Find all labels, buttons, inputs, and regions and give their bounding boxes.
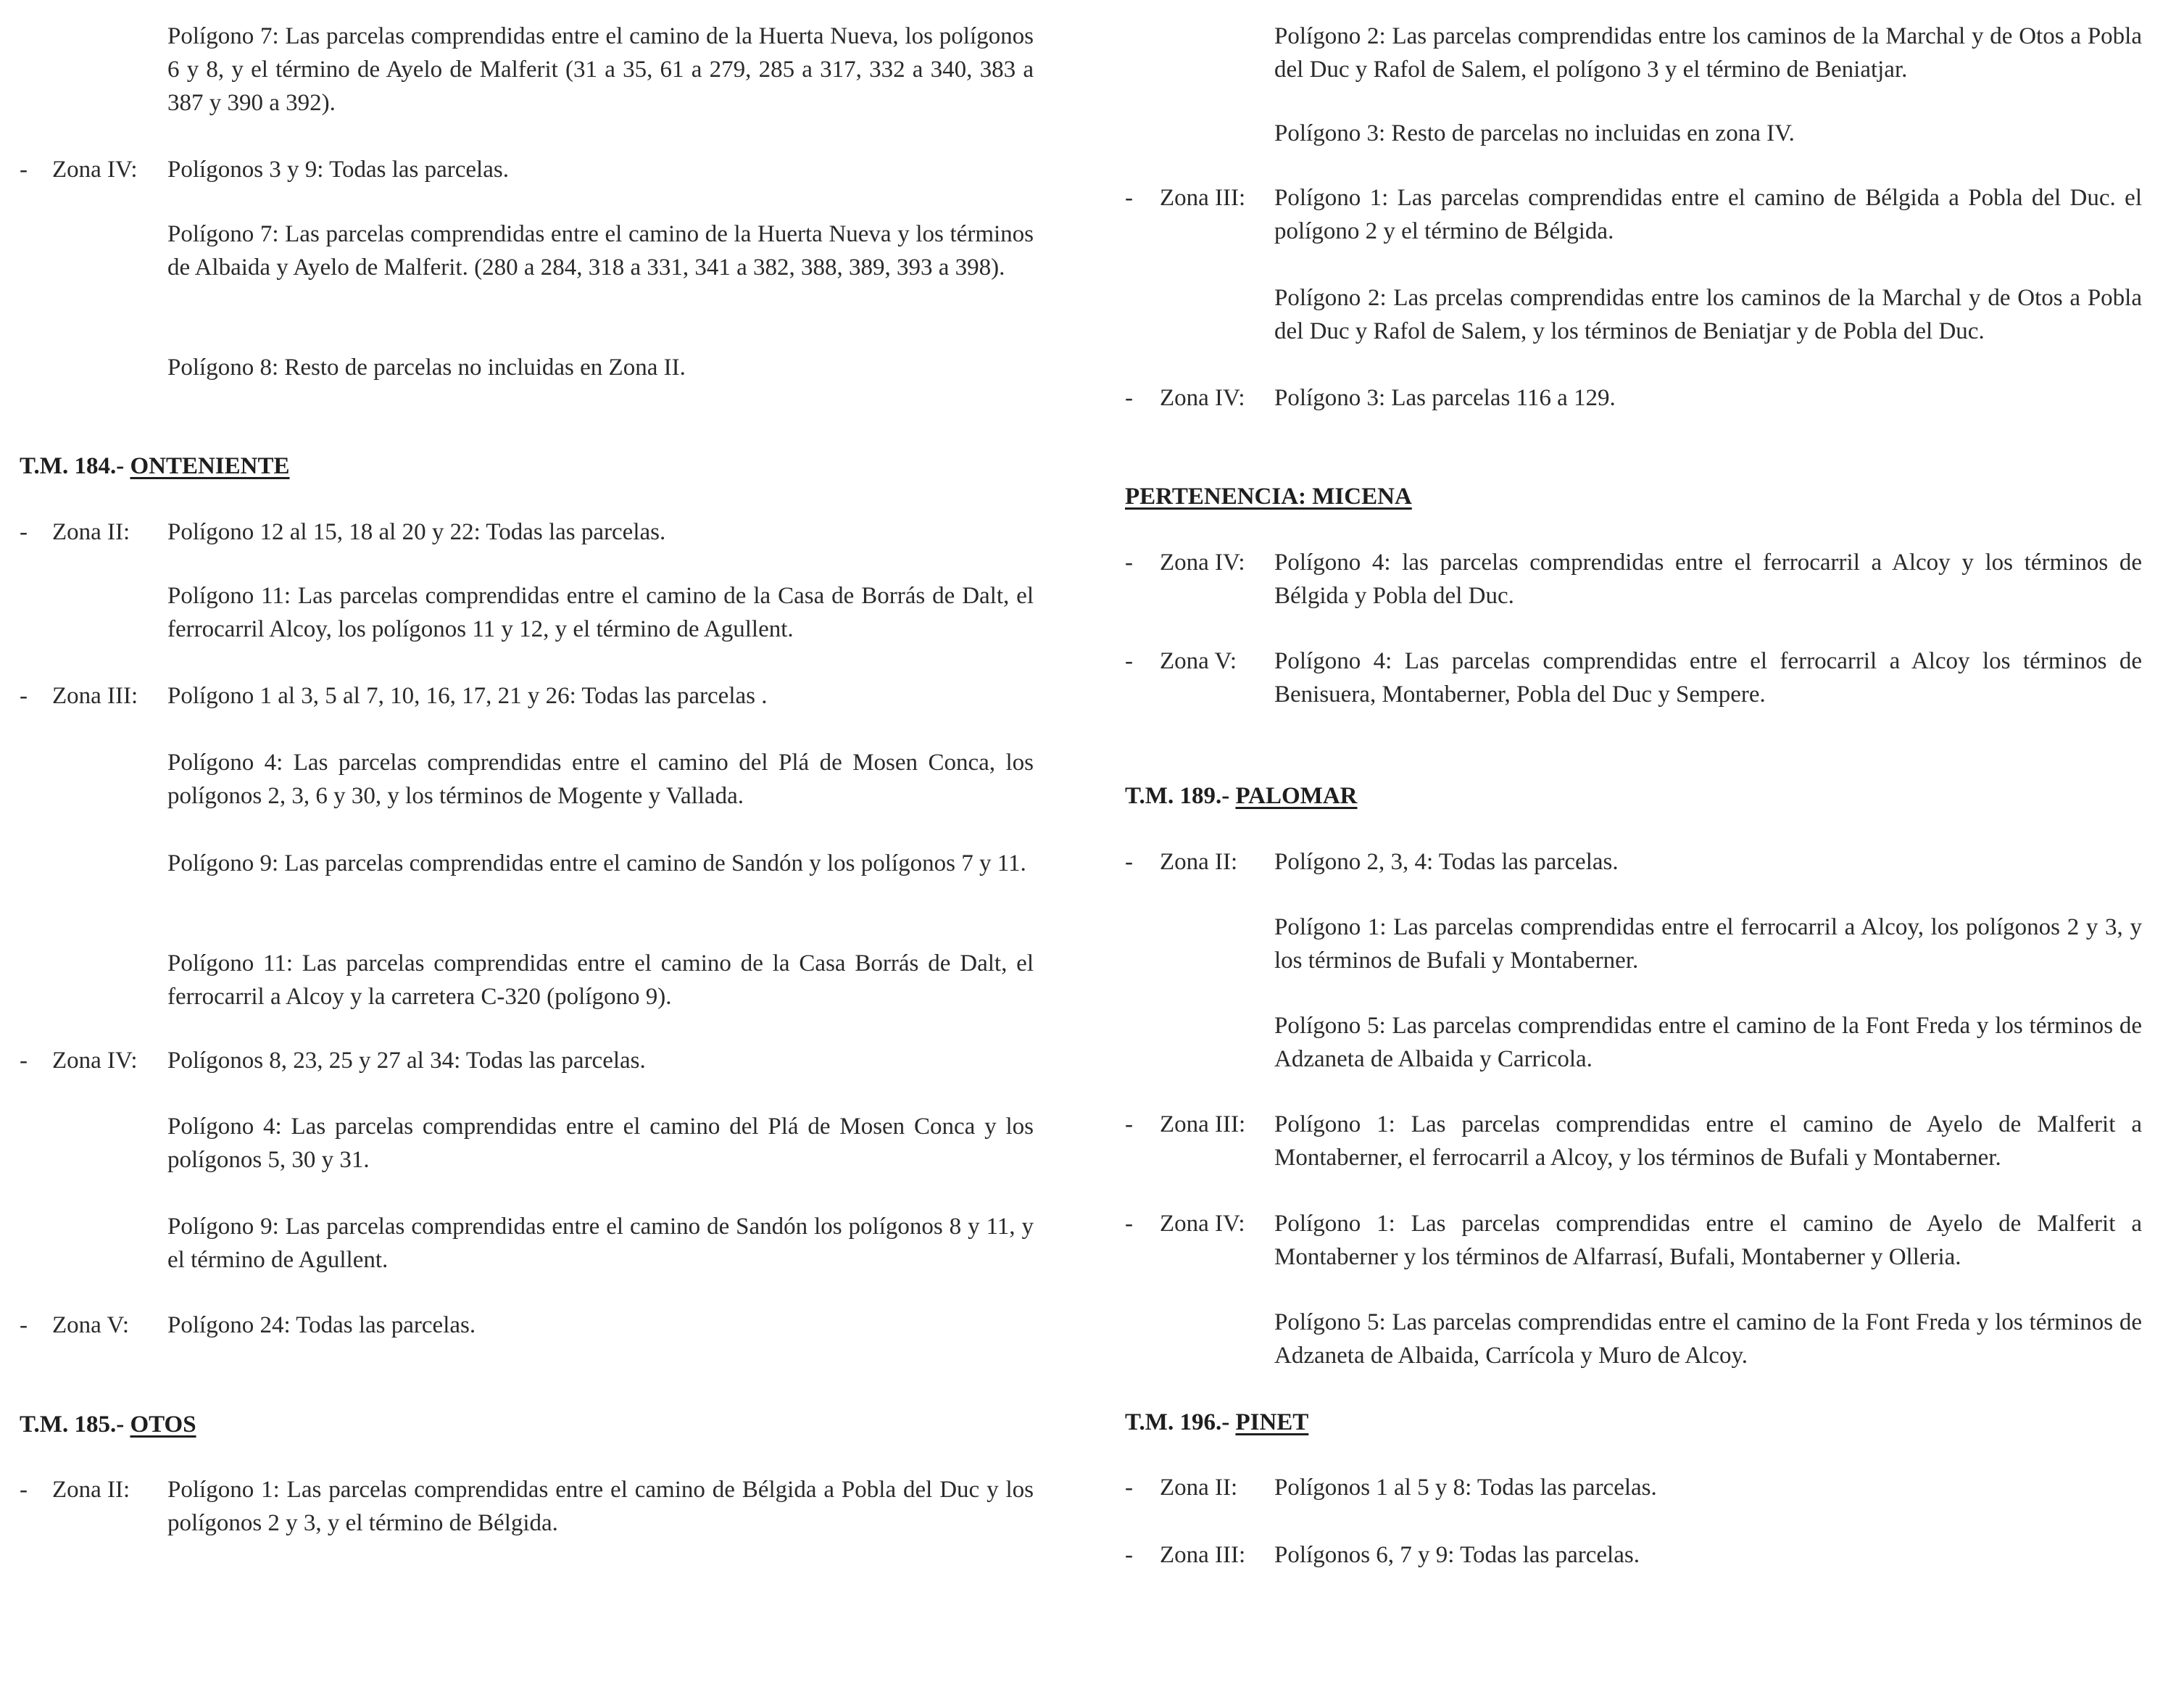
entry-text: Polígono 5: Las parcelas comprendidas entre el camino de la Font Freda y los términos de Adzaneta de Albaida, Carrícola y Muro de Alcoy.: [1274, 1309, 2142, 1369]
entry-text: Polígonos 1 al 5 y 8: Todas las parcelas.: [1274, 1475, 1657, 1501]
entry-text: Polígono 9: Las parcelas comprendidas entre el camino de Sandón y los polígonos 7 y 11.: [167, 850, 1026, 876]
section-heading: [1125, 1406, 1308, 1439]
bullet-dash: -: [20, 683, 28, 709]
bullet-dash: -: [1125, 550, 1133, 576]
entry-text: Polígono 4: Las parcelas comprendidas entre el camino del Plá de Mosen Conca y los polígonos 5, 30 y 31.: [167, 1114, 1034, 1173]
entry-text: Polígonos 8, 23, 25 y 27 al 34: Todas las parcelas.: [167, 1048, 646, 1074]
entry-text: Polígono 8: Resto de parcelas no incluidas en Zona II.: [167, 354, 686, 381]
bullet-dash: -: [20, 157, 28, 183]
zona-label: Zona IV:: [1160, 1211, 1245, 1237]
zona-label: Zona III:: [1160, 185, 1246, 211]
zona-label: Zona IV:: [52, 1048, 138, 1074]
heading-municipality: PALOMAR: [1235, 783, 1358, 809]
entry-text: Polígono 7: Las parcelas comprendidas entre el camino de la Huerta Nueva, los polígonos 6 y 8, y el término de Ayelo de Malferit (31 a 35, 61 a 279, 285 a 317, 332 a 340, 383 a 387 y 390 a 392).: [167, 23, 1034, 116]
bullet-dash: -: [1125, 1475, 1133, 1501]
heading-prefix: T.M. 189.-: [1125, 783, 1236, 809]
entry-text: Polígono 24: Todas las parcelas.: [167, 1312, 476, 1338]
zona-label: Zona IV:: [52, 157, 138, 183]
section-heading: [20, 449, 290, 483]
zona-label: Zona III:: [52, 683, 138, 709]
zona-label: Zona V:: [1160, 648, 1237, 674]
zona-label: Zona III:: [1160, 1111, 1246, 1137]
heading-prefix: T.M. 185.-: [20, 1411, 130, 1438]
entry-text: Polígono 1 al 3, 5 al 7, 10, 16, 17, 21 y 26: Todas las parcelas .: [167, 683, 768, 709]
entry-text: Polígono 2, 3, 4: Todas las parcelas.: [1274, 849, 1619, 875]
entry-text: Polígono 9: Las parcelas comprendidas entre el camino de Sandón los polígonos 8 y 11, y el término de Agullent.: [167, 1214, 1034, 1273]
bullet-dash: -: [20, 519, 28, 545]
heading-municipality: PINET: [1235, 1409, 1309, 1435]
entry-text: Polígono 4: las parcelas comprendidas entre el ferrocarril a Alcoy y los términos de Bélgida y Pobla del Duc.: [1274, 550, 2142, 609]
zona-label: Zona IV:: [1160, 550, 1245, 576]
heading-municipality: ONTENIENTE: [130, 453, 290, 479]
entry-text: Polígono 4: Las parcelas comprendidas entre el ferrocarril a Alcoy los términos de Benisuera, Montaberner, Pobla del Duc y Sempere.: [1274, 648, 2142, 708]
section-heading: [1125, 480, 1412, 513]
section-heading: [1125, 779, 1357, 813]
zona-label: Zona II:: [1160, 1475, 1238, 1501]
entry-text: Polígono 1: Las parcelas comprendidas entre el camino de Ayelo de Malferit a Montaberner y los términos de Alfarrasí, Bufali, Montaberner y Olleria.: [1274, 1211, 2142, 1270]
entry-text: Polígono 11: Las parcelas comprendidas entre el camino de la Casa Borrás de Dalt, el ferrocarril a Alcoy y la carretera C-320 (polígono 9).: [167, 950, 1034, 1010]
entry-text: Polígono 2: Las prcelas comprendidas entre los caminos de la Marchal y de Otos a Pobla del Duc y Rafol de Salem, y los términos de Beniatjar y de Pobla del Duc.: [1274, 285, 2142, 344]
bullet-dash: -: [20, 1477, 28, 1503]
entry-text: Polígono 1: Las parcelas comprendidas entre el camino de Bélgida a Pobla del Duc. el polígono 2 y el término de Bélgida.: [1274, 185, 2142, 244]
zona-label: Zona II:: [52, 519, 130, 545]
heading-municipality: PERTENENCIA: MICENA: [1125, 484, 1412, 510]
entry-text: Polígono 11: Las parcelas comprendidas entre el camino de la Casa de Borrás de Dalt, el ferrocarril Alcoy, los polígonos 11 y 12, y el término de Agullent.: [167, 583, 1034, 642]
entry-text: Polígono 1: Las parcelas comprendidas entre el camino de Bélgida a Pobla del Duc y los polígonos 2 y 3, y el término de Bélgida.: [167, 1477, 1034, 1536]
bullet-dash: -: [1125, 385, 1133, 411]
bullet-dash: -: [1125, 849, 1133, 875]
zona-label: Zona III:: [1160, 1542, 1246, 1568]
heading-prefix: T.M. 196.-: [1125, 1409, 1236, 1435]
entry-text: Polígonos 6, 7 y 9: Todas las parcelas.: [1274, 1542, 1640, 1568]
entry-text: Polígono 1: Las parcelas comprendidas entre el camino de Ayelo de Malferit a Montaberner, el ferrocarril a Alcoy, y los términos de Bufali y Montaberner.: [1274, 1111, 2142, 1171]
bullet-dash: -: [20, 1048, 28, 1074]
entry-text: Polígono 1: Las parcelas comprendidas entre el ferrocarril a Alcoy, los polígonos 2 y 3, y los términos de Bufali y Montaberner.: [1274, 914, 2142, 974]
entry-text: Polígonos 3 y 9: Todas las parcelas.: [167, 157, 509, 183]
entry-text: Polígono 3: Las parcelas 116 a 129.: [1274, 385, 1616, 411]
bullet-dash: -: [1125, 1542, 1133, 1568]
entry-text: Polígono 12 al 15, 18 al 20 y 22: Todas las parcelas.: [167, 519, 666, 545]
entry-text: Polígono 4: Las parcelas comprendidas entre el camino del Plá de Mosen Conca, los polígonos 2, 3, 6 y 30, y los términos de Mogente y Vallada.: [167, 750, 1034, 809]
section-heading: [20, 1408, 196, 1441]
bullet-dash: -: [1125, 1111, 1133, 1137]
zona-label: Zona II:: [52, 1477, 130, 1503]
bullet-dash: -: [20, 1312, 28, 1338]
heading-prefix: T.M. 184.-: [20, 453, 130, 479]
bullet-dash: -: [1125, 648, 1133, 674]
entry-text: Polígono 2: Las parcelas comprendidas entre los caminos de la Marchal y de Otos a Pobla del Duc y Rafol de Salem, el polígono 3 y el término de Beniatjar.: [1274, 23, 2142, 83]
entry-text: Polígono 7: Las parcelas comprendidas entre el camino de la Huerta Nueva y los términos de Albaida y Ayelo de Malferit. (280 a 284, 318 a 331, 341 a 382, 388, 389, 393 a 398).: [167, 221, 1034, 281]
zona-label: Zona IV:: [1160, 385, 1245, 411]
zona-label: Zona V:: [52, 1312, 130, 1338]
bullet-dash: -: [1125, 185, 1133, 211]
heading-municipality: OTOS: [130, 1411, 196, 1438]
bullet-dash: -: [1125, 1211, 1133, 1237]
entry-text: Polígono 3: Resto de parcelas no incluidas en zona IV.: [1274, 120, 1795, 146]
zona-label: Zona II:: [1160, 849, 1238, 875]
entry-text: Polígono 5: Las parcelas comprendidas entre el camino de la Font Freda y los términos de Adzaneta de Albaida y Carricola.: [1274, 1013, 2142, 1072]
